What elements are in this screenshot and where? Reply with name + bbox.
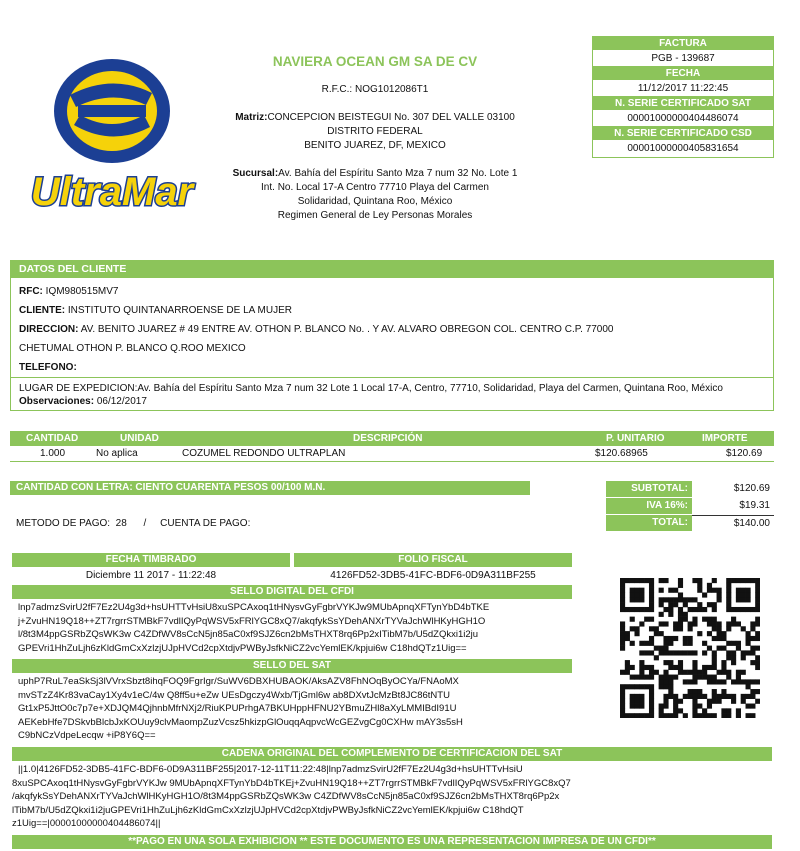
fecha-label: FECHA — [593, 67, 773, 80]
cert-csd-label: N. SERIE CERTIFICADO CSD — [593, 127, 773, 140]
matriz-line-1: Matriz:CONCEPCION BEISTEGUI No. 307 DEL VALLE 03100 — [235, 112, 515, 123]
cantidad-con-letra: CANTIDAD CON LETRA: CIENTO CUARENTA PESOS 00/100 M.N. — [10, 481, 530, 495]
client-name: CLIENTE: INSTITUTO QUINTANARROENSE DE LA MUJER — [19, 305, 292, 316]
col-importe: IMPORTE — [702, 433, 748, 444]
ultramar-logo — [18, 55, 206, 220]
cert-sat-label: N. SERIE CERTIFICADO SAT — [593, 97, 773, 110]
company-rfc: R.F.C.: NOG1012086T1 — [321, 84, 429, 95]
sello-sat: uphP7RuL7eaSkSj3lVVrxSbzt8ihqFOQ9FgrIgr/SuWV6DBXHUBAOK/AksAZV8FhNOqByOCYa/FNAoMX mvSTzZ4Kr83vaCay1Xy4v1eC/4w Q8ff5u+eZw UEsDgczy4Wxb/TjGml6w ab8DXvtJcMzBt8JC86tNTU Gt1xP5JttO0c7p7e+XDJQM4QjhnbMfrNXj2/RiuKPUPrhgA7BKUHppHFNU2YBmuZHl8aXyLMMIBdI91U AEKebHfe7DSkvbBlcbJxKOUuy9clvMaompZuzVcsz5hkizpGlOuqqAqpvcWcGEZvgCg0CXHw mAY3s5sH C9bNCzVdpeLecqw +iP8Y6Q== — [18, 676, 463, 741]
factura-value: PGB - 139687 — [593, 50, 773, 67]
cadena-original: ||1.0|4126FD52-3DB5-41FC-BDF6-0D9A311BF255|2017-12-11T11:22:48|lnp7admzSvirU2fF7Ez2U4g3d+hsUHTTvHsiU 8xuSPCAxoq1tHNysvGyFgbrVYKJw 9MUbApnqXFTynYbD4bTKEj+ZvuHN19Q18++ZT7rgrrSTMBkF7vdlIQyPqWSV5xFRlYGC8xQ7 /akqfykSsYDehANXrTYVaJchWlHKyHGH1O/8t3M4ppGSRbZQsWK3w C4ZDfWV8sCcN5jn85aC0xf9SJZ6cn2bMsTHXT8rq6Pp2x lTibM7b/U5dZQkxi1i2juGPEVri1HhZuLjh6zKldGmCxXzlzjUJpHVCd2cpXtdjvPWByJsfkNiCZ2vcYemlEK/kpjui6w C18hdQT z1Uig==|00001000000404486074|| — [12, 764, 571, 829]
client-header: DATOS DEL CLIENTE — [11, 261, 773, 278]
payment-method: METODO DE PAGO: 28 / CUENTA DE PAGO: — [16, 518, 251, 529]
folio-fiscal-label: FOLIO FISCAL — [294, 553, 572, 567]
sello-sat-label: SELLO DEL SAT — [12, 659, 572, 673]
cell-cantidad: 1.000 — [40, 448, 66, 459]
client-address-line-2: CHETUMAL OTHON P. BLANCO Q.ROO MEXICO — [19, 343, 246, 354]
table-row — [10, 446, 774, 462]
fecha-timbrado-value: Diciembre 11 2017 - 11:22:48 — [85, 570, 217, 581]
cell-importe: $120.69 — [726, 448, 763, 459]
sucursal-line-1: Sucursal:Av. Bahía del Espíritu Santo Mza 7 num 32 No. Lote 1 — [232, 168, 518, 179]
factura-label: FACTURA — [593, 37, 773, 50]
items-header — [10, 431, 774, 446]
client-phone: TELEFONO: — [19, 362, 77, 373]
col-unidad: UNIDAD — [120, 433, 159, 444]
lugar-expedicion: LUGAR DE EXPEDICION:Av. Bahía del Espíritu Santo Mza 7 num 32 Lote 1 Local 17-A, Centro, 77710, Solidaridad, Playa del Carmen, Quintana Roo, México Observaciones: 06/12/2017 — [11, 377, 773, 410]
company-header — [210, 54, 540, 223]
regimen: Regimen General de Ley Personas Morales — [277, 210, 473, 221]
total-row: TOTAL: $140.00 — [606, 515, 774, 531]
footer-note: **PAGO EN UNA SOLA EXHIBICION ** ESTE DOCUMENTO ES UNA REPRESENTACION IMPRESA DE UN CFDI** — [12, 835, 772, 849]
client-rfc: RFC: IQM980515MV7 — [19, 286, 119, 297]
matriz-line-3: BENITO JUAREZ, DF, MEXICO — [304, 140, 446, 151]
fecha-value: 11/12/2017 11:22:45 — [593, 80, 773, 97]
client-address: DIRECCION: AV. BENITO JUAREZ # 49 ENTRE AV. OTHON P. BLANCO No. . Y AV. ALVARO OBREGON COL. CENTRO C.P. 77000 — [19, 324, 614, 335]
cell-punitario: $120.68965 — [595, 448, 648, 459]
sello-cfdi: lnp7admzSvirU2fF7Ez2U4g3d+hsUHTTvHsiU8xuSPCAxoq1tHNysvGyFgbrVYKJw9MUbApnqXFTynYbD4bTKE j+ZvuHN19Q18++ZT7rgrrSTMBkF7vdlIQyPqWSV5xFRlYGC8xQ7/akqfykSsYDehANXrTYVaJchWlHKyHGH1O l/8t3M4ppGSRbZQsWK3w C4ZDfWV8sCcN5jn85aC0xf9SJZ6cn2bMsTHXT8rq6Pp2xITibM7b/U5dZQkxi1i2ju GPEVri1HhZuLjh6zKldGmCxXzlzjUJpHVCd2cpXtdjvPWByJsfkNiCZ2vcYemlEK/kpjui6w C18hdQTz1Uig== — [18, 602, 490, 654]
sucursal-line-3: Solidaridad, Quintana Roo, México — [297, 196, 453, 207]
qr-code — [620, 578, 760, 718]
subtotal-row: SUBTOTAL: $120.69 — [606, 481, 774, 497]
totals-box — [606, 481, 774, 532]
company-name: NAVIERA OCEAN GM SA DE CV — [272, 54, 478, 69]
sucursal-line-2: Int. No. Local 17-A Centro 77710 Playa del Carmen — [261, 182, 489, 193]
cadena-original-label: CADENA ORIGINAL DEL COMPLEMENTO DE CERTIFICACION DEL SAT — [12, 747, 772, 761]
sello-cfdi-label: SELLO DIGITAL DEL CFDI — [12, 585, 572, 599]
matriz-line-2: DISTRITO FEDERAL — [327, 126, 423, 137]
cell-unidad: No aplica — [96, 448, 138, 459]
cert-csd-value: 00001000000405831654 — [627, 143, 739, 154]
folio-fiscal-value: 4126FD52-3DB5-41FC-BDF6-0D9A311BF255 — [330, 570, 536, 581]
col-descripcion: DESCRIPCIÓN — [353, 433, 423, 444]
cert-sat-value: 00001000000404486074 — [593, 110, 773, 127]
svg-text:UltraMar: UltraMar — [30, 170, 194, 214]
cell-descripcion: COZUMEL REDONDO ULTRAPLAN — [182, 448, 346, 459]
iva-row: IVA 16%: $19.31 — [606, 498, 774, 514]
client-section — [10, 260, 774, 411]
invoice-box — [592, 36, 774, 158]
col-cantidad: CANTIDAD — [26, 433, 79, 444]
fecha-timbrado-label: FECHA TIMBRADO — [12, 553, 290, 567]
items-table — [10, 431, 774, 462]
col-punitario: P. UNITARIO — [606, 433, 665, 444]
